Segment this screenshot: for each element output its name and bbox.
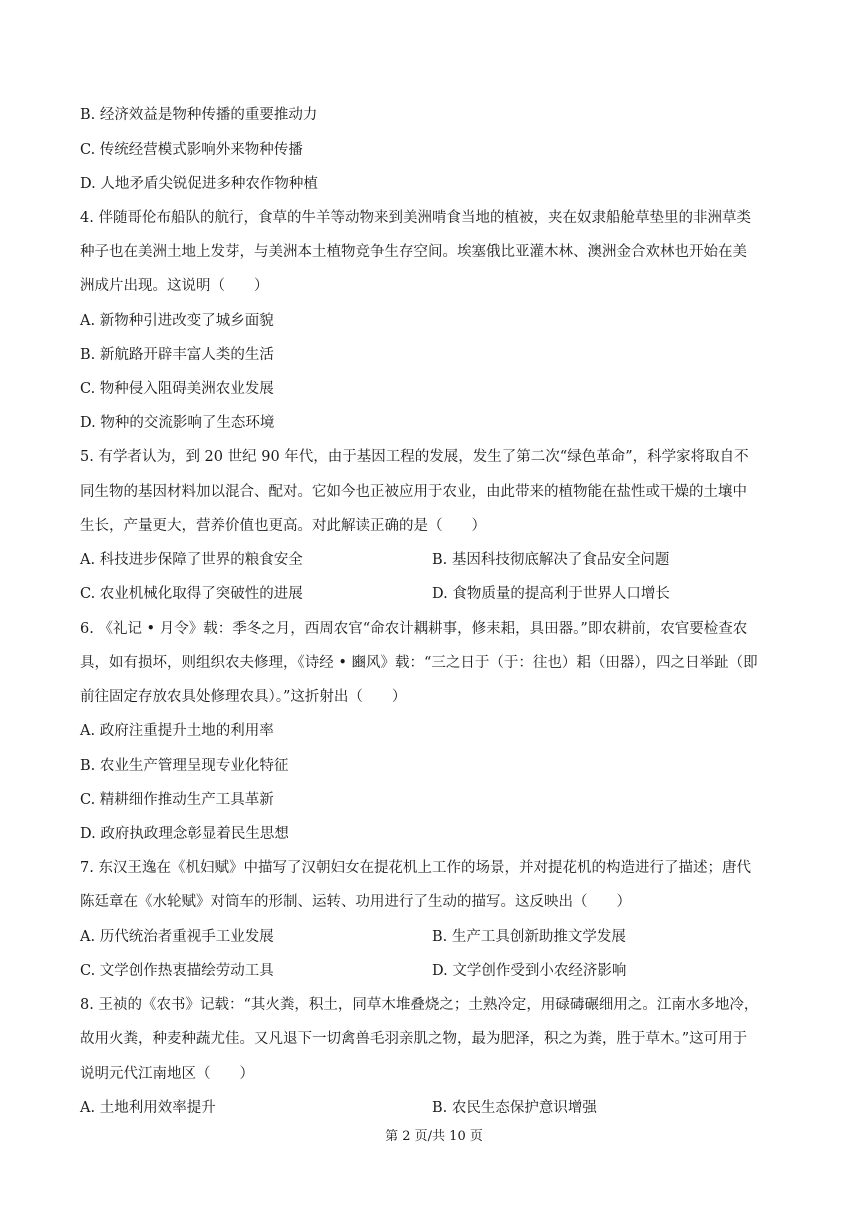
q4-stem-line-3: 洲成片出现。这说明（ ） xyxy=(80,278,269,294)
q8-stem-line-2: 故用火粪，种麦种蔬尤佳。又凡退下一切禽兽毛羽亲肌之物，最为肥泽，积之为粪，胜于草木。”这可用于 xyxy=(80,1031,748,1047)
q8-option-a: A. 土地利用效率提升 xyxy=(80,1100,216,1116)
q6-stem-line-3: 前往固定存放农具处修理农具）。”这折射出（ ） xyxy=(80,689,407,705)
q7-option-c: C. 文学创作热衷描绘劳动工具 xyxy=(80,963,274,979)
q7-option-d: D. 文学创作受到小农经济影响 xyxy=(432,963,627,979)
q5-option-b: B. 基因科技彻底解决了食品安全问题 xyxy=(432,552,670,568)
q6-option-a: A. 政府注重提升土地的利用率 xyxy=(80,723,274,739)
q5-stem-line-3: 生长，产量更大，营养价值也更高。对此解读正确的是（ ） xyxy=(80,518,486,534)
q4-option-d: D. 物种的交流影响了生态环境 xyxy=(80,415,275,431)
q3-option-b: B. 经济效益是物种传播的重要推动力 xyxy=(80,107,318,123)
q7-stem-line-2: 陈廷章在《水轮赋》对筒车的形制、运转、功用进行了生动的描写。这反映出（ ） xyxy=(80,894,631,910)
q5-option-a: A. 科技进步保障了世界的粮食安全 xyxy=(80,552,303,568)
q7-stem-line-1: 7. 东汉王逸在《机妇赋》中描写了汉朝妇女在提花机上工作的场景，并对提花机的构造进行了描述；唐代 xyxy=(80,860,751,876)
q5-stem-line-1: 5. 有学者认为，到 20 世纪 90 年代，由于基因工程的发展，发生了第二次“绿色革命”，科学家将取自不 xyxy=(80,449,749,465)
q5-option-c: C. 农业机械化取得了突破性的进展 xyxy=(80,586,303,602)
q3-option-c: C. 传统经营模式影响外来物种传播 xyxy=(80,142,303,158)
q4-stem-line-2: 种子也在美洲土地上发芽，与美洲本土植物竞争生存空间。埃塞俄比亚灌木林、澳洲金合欢林也开始在美 xyxy=(80,244,747,260)
q6-stem-line-2: 具，如有损坏，则组织农夫修理，《诗经 • 豳风》载：“三之日于（于：往也）耜（田器），四之日举趾（即 xyxy=(80,655,758,671)
page-number: 第 2 页/共 10 页 xyxy=(385,1129,483,1144)
q6-option-d: D. 政府执政理念彰显着民生思想 xyxy=(80,826,289,842)
q8-stem-line-3: 说明元代江南地区（ ） xyxy=(80,1066,254,1082)
q3-option-d: D. 人地矛盾尖锐促进多种农作物种植 xyxy=(80,176,318,192)
q5-stem-line-2: 同生物的基因材料加以混合、配对。它如今也正被应用于农业，由此带来的植物能在盐性或干燥的土壤中 xyxy=(80,484,747,500)
q6-stem-line-1: 6. 《礼记 • 月令》载：季冬之月，西周农官“命农计耦耕事，修耒耜，具田器。”即农耕前，农官要检查农 xyxy=(80,621,748,637)
q5-option-d: D. 食物质量的提高利于世界人口增长 xyxy=(432,586,670,602)
q4-option-a: A. 新物种引进改变了城乡面貌 xyxy=(80,313,274,329)
q4-option-c: C. 物种侵入阻碍美洲农业发展 xyxy=(80,381,274,397)
q7-option-b: B. 生产工具创新助推文学发展 xyxy=(432,929,626,945)
q6-option-b: B. 农业生产管理呈现专业化特征 xyxy=(80,758,289,774)
q4-option-b: B. 新航路开辟丰富人类的生活 xyxy=(80,347,274,363)
q8-stem-line-1: 8. 王祯的《农书》记载：“其火粪，积土，同草木堆叠烧之；土熟冷定，用碌碡碾细用之。江南水多地冷， xyxy=(80,997,759,1013)
q4-stem-line-1: 4. 伴随哥伦布船队的航行，食草的牛羊等动物来到美洲啃食当地的植被，夹在奴隶船舱草垫里的非洲草类 xyxy=(80,210,751,226)
q7-option-a: A. 历代统治者重视手工业发展 xyxy=(80,929,274,945)
q8-option-b: B. 农民生态保护意识增强 xyxy=(432,1100,597,1116)
q6-option-c: C. 精耕细作推动生产工具革新 xyxy=(80,792,274,808)
